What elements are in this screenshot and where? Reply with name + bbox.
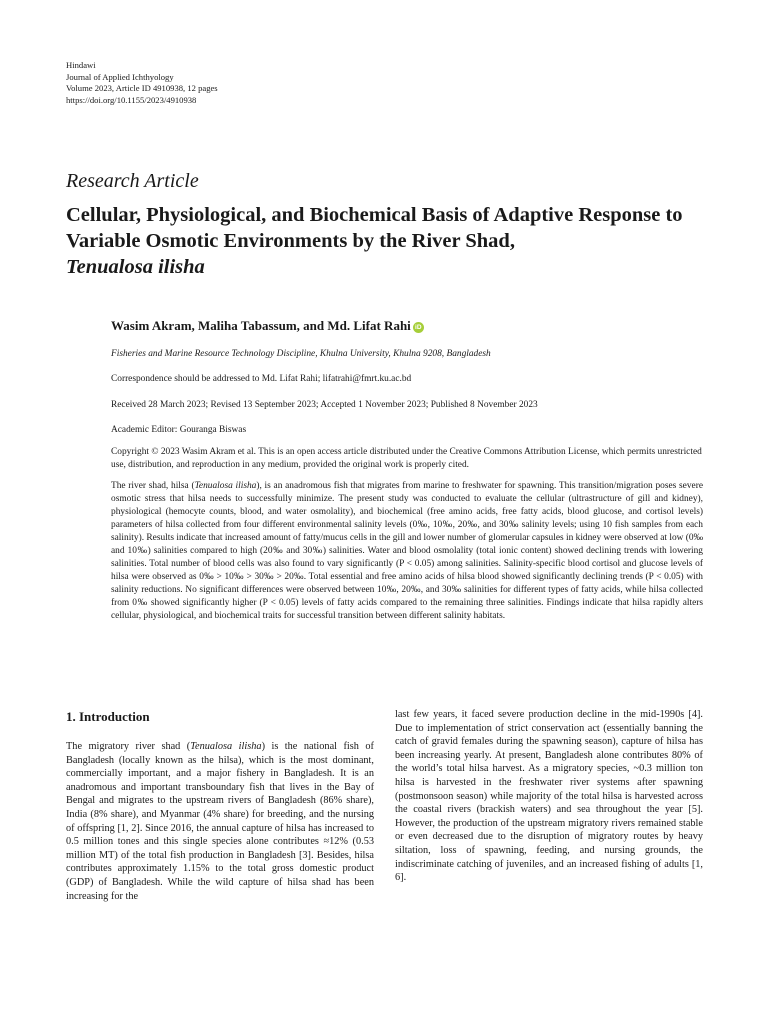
affiliation: Fisheries and Marine Resource Technology Discipline, Khulna University, Khulna 9208, Bangladesh [111, 349, 491, 359]
abstract-species: Tenualosa ilisha [194, 481, 257, 491]
publication-dates: Received 28 March 2023; Revised 13 September 2023; Accepted 1 November 2023; Published 8 November 2023 [111, 400, 538, 410]
author-list [111, 318, 424, 334]
title-species: Tenualosa ilisha [66, 256, 205, 278]
orcid-icon[interactable]: iD [413, 322, 424, 333]
intro-text-1: The migratory river shad ( [66, 741, 191, 752]
volume-info: Volume 2023, Article ID 4910938, 12 pages [66, 83, 218, 93]
article-type: Research Article [66, 170, 199, 192]
abstract-text-1: The river shad, hilsa ( [111, 481, 195, 491]
publisher-name: Hindawi [66, 60, 96, 70]
intro-text-2: ) is the national fish of Bangladesh (locally known as the hilsa), which is the most dominant, commercially important, and a major fishery in Bangladesh. It is an anadromous and important transboundary fish that lives in the Bay of Bengal and migrates to the upstream rivers of Bangladesh (86% share), India (8% share), and Myanmar (4% share) for breeding, and the nursing of offspring [1, 2]. Since 2016, the annual capture of hilsa has increased to 0.5 million tones and this single species alone contributes ≈12% (0.53 million MT) of the total fish production in Bangladesh [3]. Besides, hilsa contributes approximately 1.15% to the total gross domestic product (GDP) of Bangladesh. While the wild capture of hilsa shad has been increasing for the [66, 741, 374, 902]
journal-name: Journal of Applied Ichthyology [66, 71, 174, 82]
body-column-left [66, 740, 374, 903]
correspondence: Correspondence should be addressed to Md. Lifat Rahi; lifatrahi@fmrt.ku.ac.bd [111, 374, 412, 384]
authors-text: Wasim Akram, Maliha Tabassum, and Md. Lifat Rahi [111, 318, 411, 333]
section-heading-introduction: 1. Introduction [66, 709, 150, 724]
title-main: Cellular, Physiological, and Biochemical Basis of Adaptive Response to Variable Osmotic Environments by the River Shad, [66, 204, 683, 252]
journal-header [66, 60, 218, 106]
intro-species: Tenualosa ilisha [190, 741, 262, 752]
academic-editor: Academic Editor: Gouranga Biswas [111, 425, 247, 435]
abstract [111, 480, 703, 623]
body-column-right [395, 708, 703, 885]
doi-link[interactable]: https://doi.org/10.1155/2023/4910938 [66, 94, 197, 105]
intro-paragraph-continued: last few years, it faced severe production decline in the mid-1990s [4]. Due to implementation of strict conservation act (essentially banning the catch of gravid females during the spawning season), capture of hilsa has been increasing yearly. At present, Bangladesh alone contributes 80% of the world’s total hilsa harvest. As a migratory species, ~0.3 million ton hilsa is harvested in the freshwater river systems after spawning (postmonsoon season) while majority of the total hilsa is harvested across the coastal rivers (brackish waters) and sea throughout the year [5]. However, the production of the upstream migratory rivers remained stable or even decreased due to the disruption of migratory routes by heavy siltation, loss of spawning, feeding, and nursing grounds, the indiscriminate catching of juveniles, and an increased fishing of adults [1, 6]. [395, 709, 703, 884]
abstract-text-2: ), is an anadromous fish that migrates from marine to freshwater for spawning. This transition/migration poses severe osmotic stress that hilsa needs to successfully minimize. The present study was conducted to evaluate the cellular (ultrastructure of gill and kidney), physiological (hemocyte counts, blood, and water osmolality), and biochemical (free amino acids, free fatty acids, blood glucose, and cortisol levels) parameters of hilsa collected from four different environmental salinity levels (0‰, 10‰, 20‰, and 30‰ salinity levels; using 10 fish samples from each salinity). Results indicate that increased amount of fatty/mucus cells in the gill and lower number of glomerular capsules in kidney were observed at low (0‰ and 10‰) salinities compared to high (20‰ and 30‰) salinities. Water and blood osmolality (total ionic content) showed declining trends with lowering salinities. Total number of blood cells was also found to vary significantly (P < 0.05) among salinities. Salinity-specific blood cortisol and glucose levels of hilsa were observed as 0‰ > 10‰ > 30‰ > 20‰. Total essential and free amino acids of hilsa blood showed significantly declining trends (P < 0.05) with salinity reductions. No significant differences were observed between 10‰, 20‰, and 30‰ salinities for different types of fatty acids, while hilsa collected from 0‰ showed significantly higher (P < 0.05) levels of fatty acids compared to the remaining three salinities. Findings indicate that hilsa rapidly alters cellular, physiological, and biochemical traits for successful transition between different salinity habitats. [111, 481, 703, 621]
copyright-notice: Copyright © 2023 Wasim Akram et al. This is an open access article distributed under the Creative Commons Attribution License, which permits unrestricted use, distribution, and reproduction in any medium, provided the original work is properly cited. [111, 447, 702, 470]
intro-paragraph [66, 740, 374, 903]
article-title [66, 202, 716, 280]
